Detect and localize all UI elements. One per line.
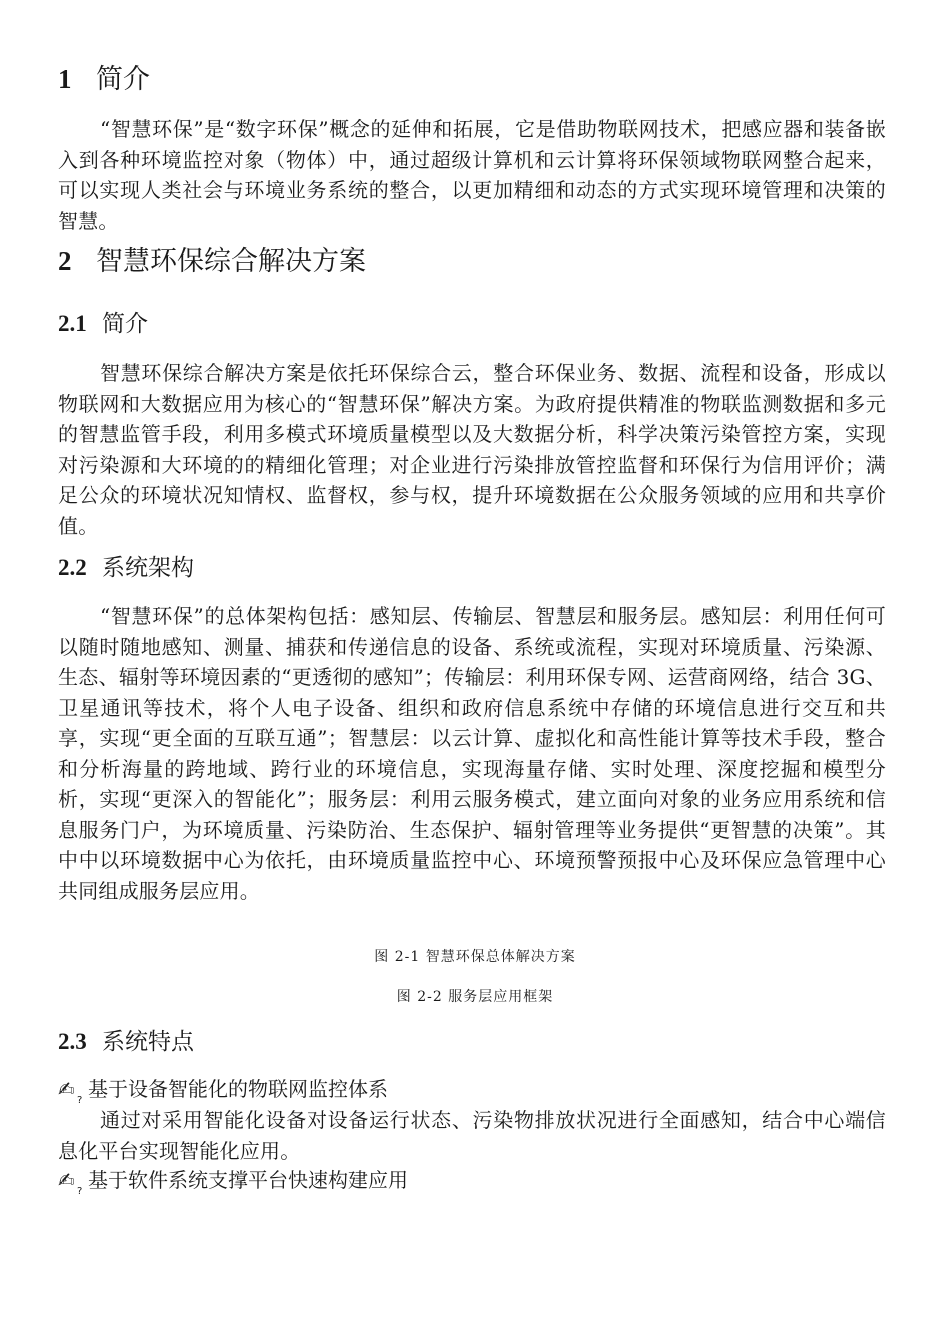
heading-2-3 bbox=[58, 1027, 194, 1057]
heading-2-1 bbox=[58, 309, 148, 339]
figure-caption-2-2: 图 2-2 服务层应用框架 bbox=[396, 989, 554, 1005]
heading-number: 2 bbox=[58, 246, 72, 276]
bullet-item-2 bbox=[58, 1166, 408, 1197]
writing-hand-icon: ✍ ? bbox=[58, 1077, 83, 1106]
heading-number: 2.1 bbox=[58, 311, 87, 336]
heading-1 bbox=[58, 62, 150, 97]
paragraph-solution-intro: 智慧环保综合解决方案是依托环保综合云，整合环保业务、数据、流程和设备，形成以物联网和大数据应用为核心的“智慧环保”解决方案。为政府提供精准的物联监测数据和多元的智慧监管手段，利用多模式环境质量模型以及大数据分析，科学决策污染管控方案，实现对污染源和大环境的的精细化管理；对企业进行污染排放管控监督和环保行为信用评价；满足公众的环境状况知情权、监督权，参与权，提升环境数据在公众服务领域的应用和共享价值。 bbox=[58, 361, 886, 538]
heading-title: 智慧环保综合解决方案 bbox=[96, 246, 366, 277]
heading-number: 2.2 bbox=[58, 555, 87, 580]
heading-number: 1 bbox=[58, 64, 72, 94]
heading-title: 简介 bbox=[96, 64, 150, 95]
writing-hand-icon: ✍ ? bbox=[58, 1168, 83, 1197]
figure-caption-2-1: 图 2-1 智慧环保总体解决方案 bbox=[374, 949, 576, 965]
bullet-item-1 bbox=[58, 1075, 388, 1106]
paragraph-intro: “智慧环保”是“数字环保”概念的延伸和拓展，它是借助物联网技术，把感应器和装备嵌入到各种环境监控对象（物体）中，通过超级计算机和云计算将环保领域物联网整合起来，可以实现人类社会与环境业务系统的整合，以更加精细和动态的方式实现环境管理和决策的智慧。 bbox=[58, 117, 886, 233]
heading-title: 系统架构 bbox=[102, 555, 194, 581]
heading-title: 简介 bbox=[102, 311, 148, 337]
heading-title: 系统特点 bbox=[102, 1029, 194, 1055]
heading-2 bbox=[58, 244, 366, 279]
heading-2-2 bbox=[58, 553, 194, 583]
paragraph-device-intelligence: 通过对采用智能化设备对设备运行状态、污染物排放状况进行全面感知，结合中心端信息化平台实现智能化应用。 bbox=[58, 1108, 886, 1163]
heading-number: 2.3 bbox=[58, 1029, 87, 1054]
bullet-text: 基于软件系统支撑平台快速构建应用 bbox=[88, 1168, 408, 1192]
bullet-text: 基于设备智能化的物联网监控体系 bbox=[88, 1077, 388, 1101]
paragraph-architecture: “智慧环保”的总体架构包括：感知层、传输层、智慧层和服务层。感知层：利用任何可以随时随地感知、测量、捕获和传递信息的设备、系统或流程，实现对环境质量、污染源、生态、辐射等环境因素的“更透彻的感知”；传输层：利用环保专网、运营商网络，结合 3G、卫星通讯等技术，将个人电子设备、组织和政府信息系统中存储的环境信息进行交互和共享，实现“更全面的互联互通”；智慧层：以云计算、虚拟化和高性能计算等技术手段，整合和分析海量的跨地域、跨行业的环境信息，实现海量存储、实时处理、深度挖掘和模型分析，实现“更深入的智能化”；服务层：利用云服务模式，建立面向对象的业务应用系统和信息服务门户，为环境质量、污染防治、生态保护、辐射管理等业务提供“更智慧的决策”。其中中以环境数据中心为依托，由环境质量监控中心、环境预警预报中心及环保应急管理中心共同组成服务层应用。 bbox=[58, 604, 886, 903]
